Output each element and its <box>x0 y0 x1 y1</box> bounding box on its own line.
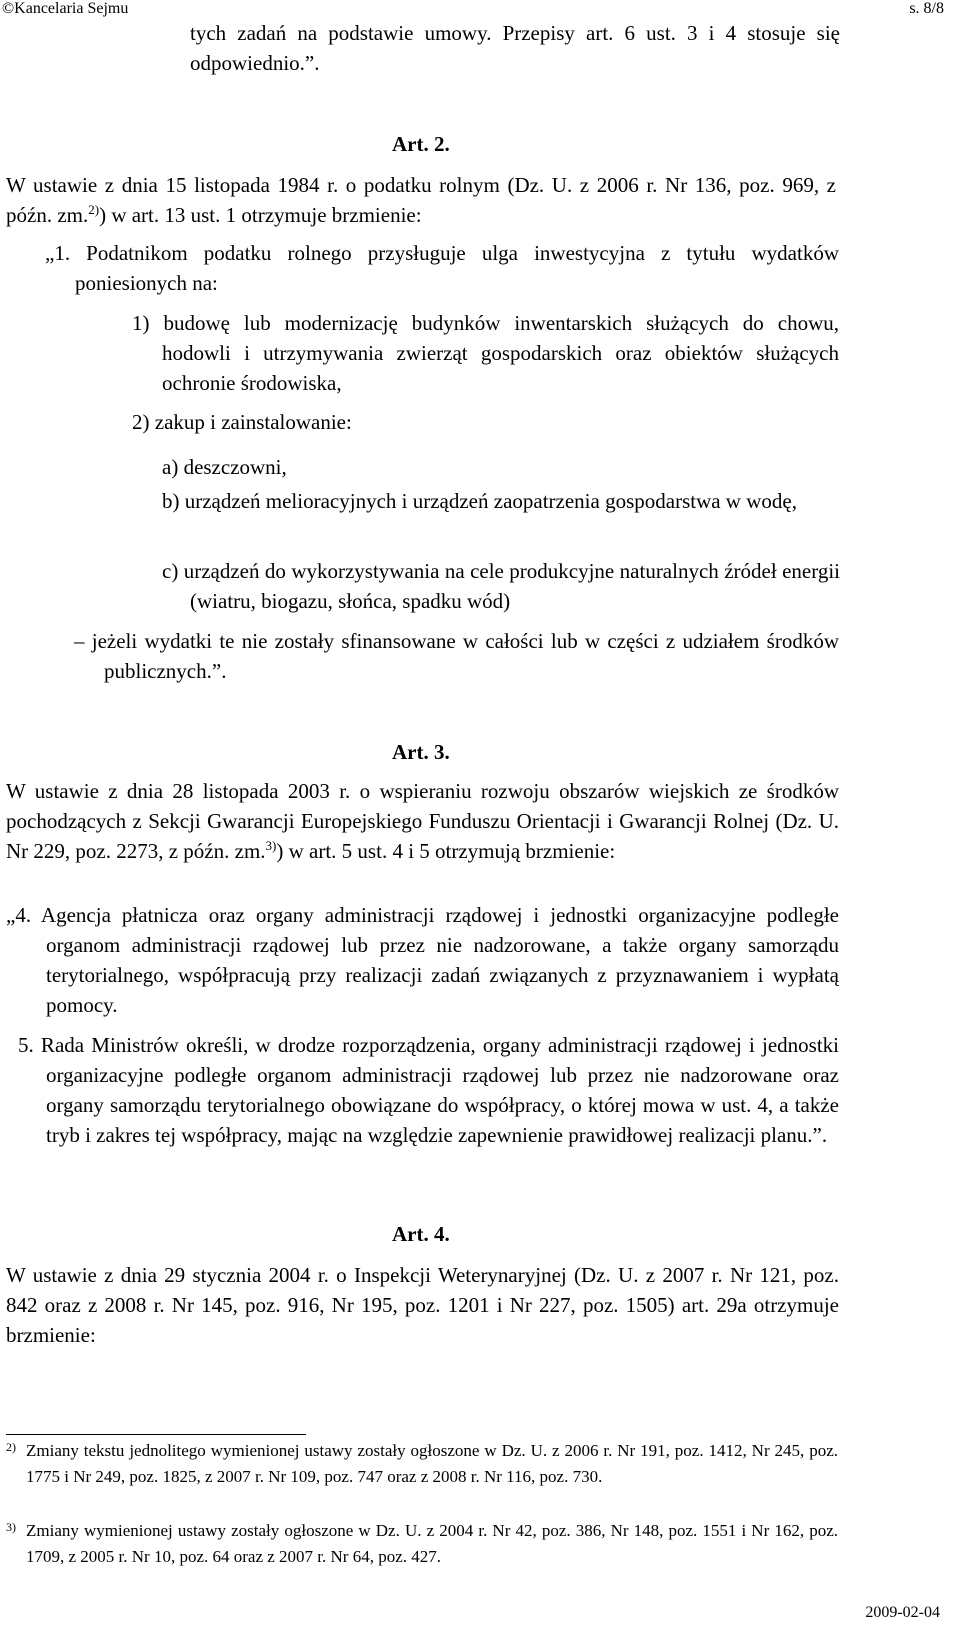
article-3-para-5: 5. Rada Ministrów określi, w drodze rozporządzenia, organy administracji rządowej i jednostki organizacyjne podległe organom administracji rządowej lub przez nie nadzorowane oraz organy samorządu terytorialnego obowiązane do współpracy, o której mowa w ust. 4, a także tryb i zakres tej współpracy, mając na względzie zapewnienie prawidłowej realizacji planu.”. <box>18 1033 839 1147</box>
footnote-3-mark: 3) <box>6 1520 16 1534</box>
article-4-heading: Art. 4. <box>392 1222 450 1246</box>
article-2-heading: Art. 2. <box>392 132 450 156</box>
article-4-lead: W ustawie z dnia 29 stycznia 2004 r. o Inspekcji Weterynaryjnej (Dz. U. z 2007 r. Nr 121, poz. 842 oraz z 2008 r. Nr 145, poz. 916, Nr 195, poz. 1201 i Nr 227, poz. 1505) art. 29a otrzymuje brzmienie: <box>6 1263 839 1347</box>
footnote-3-text: Zmiany wymienionej ustawy zostały ogłoszone w Dz. U. z 2004 r. Nr 42, poz. 386, Nr 148, poz. 1551 i Nr 162, poz. 1709, z 2005 r. Nr 10, poz. 64 oraz z 2007 r. Nr 64, poz. 427. <box>26 1521 838 1566</box>
intro-paragraph: tych zadań na podstawie umowy. Przepisy art. 6 ust. 3 i 4 stosuje się odpowiednio.”. <box>190 21 840 75</box>
footnote-ref-3[interactable]: 3) <box>265 838 277 853</box>
footnote-2-text: Zmiany tekstu jednolitego wymienionej ustawy zostały ogłoszone w Dz. U. z 2006 r. Nr 191, poz. 1412, Nr 245, poz. 1775 i Nr 249, poz. 1825, z 2007 r. Nr 109, poz. 747 oraz z 2008 r. Nr 116, poz. 730. <box>26 1441 838 1486</box>
article-2-sub-a: a) deszczowni, <box>162 455 287 479</box>
article-2-item-1: 1) budowę lub modernizację budynków inwentarskich służących do chowu, hodowli i utrzymywania zwierząt gospodarskich oraz obiektów służących ochronie środowiska, <box>132 311 839 395</box>
footnote-ref-2[interactable]: 2) <box>88 202 100 217</box>
footnote-separator <box>6 1434 306 1435</box>
footer-date: 2009-02-04 <box>865 1604 940 1621</box>
article-2-lead: W ustawie z dnia 15 listopada 1984 r. o podatku rolnym (Dz. U. z 2006 r. Nr 136, poz. 969, z późn. zm.$^{2)}$) w art. 13 ust. 1 otrzymuje brzmienie: <box>6 173 836 227</box>
page-number: s. 8/8 <box>909 0 944 17</box>
article-2-sub-b: b) urządzeń melioracyjnych i urządzeń zaopatrzenia gospodarstwa w wodę, <box>162 489 797 513</box>
article-2-closing: – jeżeli wydatki te nie zostały sfinansowane w całości lub w części z udziałem środków publicznych.”. <box>74 629 839 683</box>
article-2-para-1: „1. Podatnikom podatku rolnego przysługuje ulga inwestycyjna z tytułu wydatków poniesionych na: <box>45 241 839 295</box>
header-copyright: ©Kancelaria Sejmu <box>2 0 129 17</box>
article-2-item-2: 2) zakup i zainstalowanie: <box>132 410 352 434</box>
footnote-2-mark: 2) <box>6 1440 16 1454</box>
article-2-sub-c: c) urządzeń do wykorzystywania na cele produkcyjne naturalnych źródeł energii (wiatru, biogazu, słońca, spadku wód) <box>162 559 840 613</box>
article-3-para-4: „4. Agencja płatnicza oraz organy administracji rządowej i jednostki organizacyjne podległe organom administracji rządowej lub przez nie nadzorowane, a także organy samorządu terytorialnego, współpracują przy realizacji zadań związanych z przyznawaniem i wypłatą pomocy. <box>6 903 839 1017</box>
article-3-heading: Art. 3. <box>392 740 450 764</box>
article-3-lead: W ustawie z dnia 28 listopada 2003 r. o wspieraniu rozwoju obszarów wiejskich ze środków pochodzących z Sekcji Gwarancji Europejskiego Funduszu Orientacji i Gwarancji Rolnej (Dz. U. Nr 229, poz. 2273, z późn. zm.$^{3)}$) w art. 5 ust. 4 i 5 otrzymują brzmienie: <box>6 779 839 863</box>
